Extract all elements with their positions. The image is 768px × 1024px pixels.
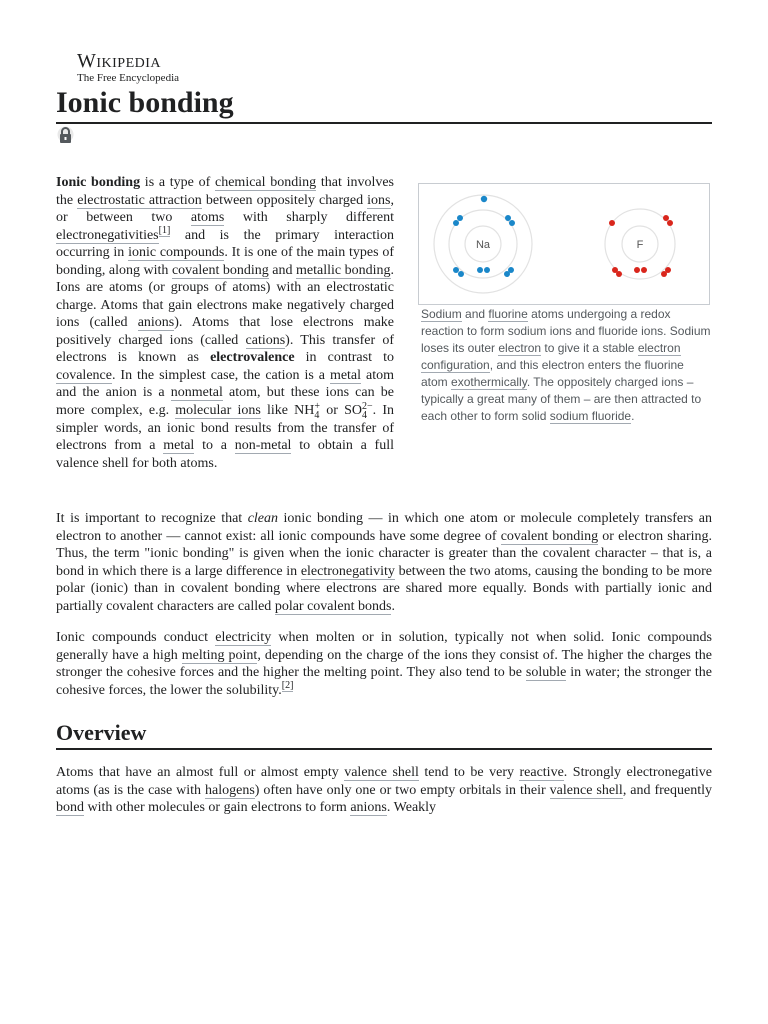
link-soluble[interactable]: soluble [525,665,567,680]
link-electron[interactable]: electron [498,341,542,355]
link-exothermically[interactable]: exothermically [451,375,527,389]
link-anions[interactable]: anions [137,315,175,330]
link-atoms[interactable]: atoms [190,210,225,225]
paragraph-2: It is important to recognize that clean ionic bonding — in which one atom or molecule completely transfers an electron to another — cannot exist: all ionic compounds have some degree of covalent bonding or electron sharing. Thus, the term "ionic bonding" is given when the ionic character is greater than the covalent character – that is, a bond in which there is a large difference in electronegativity between the two atoms, causing the bonding to be more polar (ionic) than in covalent bonding where electrons are shared more equally. Bonds with partially ionic and partially covalent characters are called polar covalent bonds. [56,511,712,614]
link-anions-2[interactable]: anions [350,800,387,815]
lead-paragraph: Ionic bonding is a type of chemical bonding that involves the electrostatic attraction between oppositely charged ions, or between two atoms with sharply different electronegativities[1] and is the primary interaction occurring in ionic compounds. It is one of the main types of bonding, along with covalent bonding and metallic bonding. Ions are atoms (or groups of atoms) with an electrostatic charge. Atoms that gain electrons make negatively charged ions (called anions). Atoms that lose electrons make positively charged ions (called cations). This transfer of electrons is known as electrovalence in contrast to covalence. In the simplest case, the cation is a metal atom and the anion is a nonmetal atom, but these ions can be more complex, e.g. molecular ions like NH + 4 or SO 2− 4 . In simpler words, an ionic bond results from the transfer of electrons from a metal to a non-metal to obtain a full valence shell for both atoms. [56,175,395,471]
link-covalent-bonding-2[interactable]: covalent bonding [500,528,599,544]
citation-1[interactable]: [1] [158,224,171,236]
link-sodium[interactable]: Sodium [421,307,462,321]
overview-paragraph: Atoms that have an almost full or almost empty valence shell tend to be very reactive. Strongly electronegative atoms (as is the case with halogens) often have only one or two empty orbitals in their valence shell, and frequently bond with other molecules or gain electrons to form anions. Weakly [56,765,713,815]
link-bond[interactable]: bond [56,800,84,815]
link-covalent-bonding[interactable]: covalent bonding [171,262,269,278]
link-metal-2[interactable]: metal [163,438,195,453]
bold-electrovalence: electrovalence [210,350,295,365]
link-sodium-fluoride[interactable]: sodium fluoride [549,409,632,423]
italic-clean: clean [247,511,279,526]
nh4-charge: + [314,400,321,412]
figure-thumbnail[interactable] [418,183,710,305]
link-cations[interactable]: cations [245,332,286,348]
wikipedia-logo[interactable] [77,51,179,84]
link-valence-shell[interactable]: valence shell [344,765,419,780]
link-chemical-bonding[interactable]: chemical bonding [215,175,317,190]
wikipedia-tagline: The Free Encyclopedia [77,72,180,84]
link-metallic-bonding[interactable]: metallic bonding [296,262,391,278]
link-nonmetal[interactable]: nonmetal [170,385,223,400]
link-electronegativities[interactable]: electronegativities [56,227,159,243]
link-polar-covalent-bonds[interactable]: polar covalent bonds [274,598,392,614]
link-halogens[interactable]: halogens [205,782,255,798]
link-melting-point[interactable]: melting point [181,647,258,663]
link-ions[interactable]: ions [367,192,391,208]
lock-icon[interactable] [57,126,74,145]
link-ionic-compounds[interactable]: ionic compounds [128,245,225,260]
bold-term: Ionic bonding [56,175,141,190]
na-electrons [453,196,515,277]
link-electronegativity[interactable]: electronegativity [300,563,395,579]
link-non-metal[interactable]: non-metal [234,438,292,453]
link-valence-shell-2[interactable]: valence shell [549,782,623,798]
link-fluorine[interactable]: fluorine [488,307,528,321]
link-electron-configuration[interactable]: electron configuration [421,341,681,372]
na-label: Na [475,239,491,251]
f-label: F [636,239,644,251]
link-electrostatic-attraction[interactable]: electrostatic attraction [77,192,202,208]
citation-2[interactable]: [2] [281,679,294,691]
section-heading-overview: Overview [56,718,712,750]
link-covalence[interactable]: covalence [56,367,112,383]
link-molecular-ions[interactable]: molecular ions [175,402,261,418]
link-electricity[interactable]: electricity [215,630,272,645]
nh4-subscript: 4 [314,409,320,421]
wikipedia-wordmark: Wikipedia [77,50,162,72]
so4-charge: 2− [362,400,373,412]
so4-subscript: 4 [362,409,367,421]
paragraph-3: Ionic compounds conduct electricity when molten or in solution, typically not when solid. Ionic compounds generally have a high melting point, depending on the charge of the ions they consist of. The higher the charges the stronger the cohesive forces and the higher the melting point. They also tend to be soluble in water; the stronger the cohesive forces, the lower the solubility.[2] [56,630,713,698]
link-metal[interactable]: metal [329,367,362,383]
figure-caption: Sodium and fluorine atoms undergoing a redox reaction to form sodium ions and fluoride ions. Sodium loses its outer electron to give it a stable electron configuration, and this electron enters the fluorine atom exothermically. The oppositely charged ions – typically a great many of them – are then attracted to each other to form solid sodium fluoride. [421,307,711,423]
page-title: Ionic bonding [56,84,712,124]
link-reactive[interactable]: reactive [519,765,564,780]
redox-diagram [419,184,709,304]
